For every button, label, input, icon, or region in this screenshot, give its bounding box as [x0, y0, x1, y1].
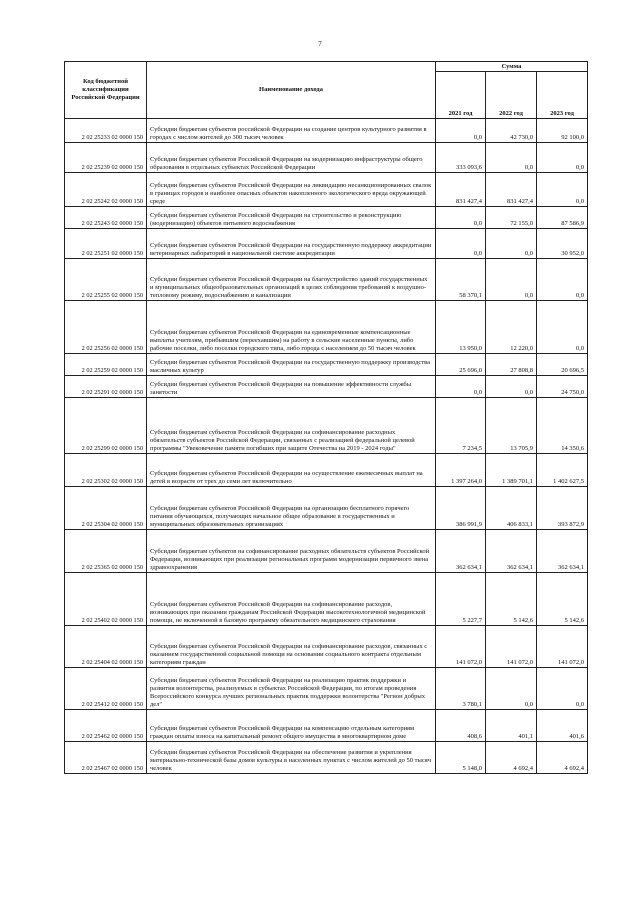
- table-row: [65, 573, 588, 626]
- amount-2022: 5 142,6: [486, 573, 537, 626]
- amount-2023: 20 696,5: [537, 354, 588, 376]
- amount-2021: 386 991,9: [436, 487, 486, 530]
- income-name: Субсидии бюджетам субъектов Российской Федерации на строительство и реконструкцию (модернизацию) объектов питьевого водоснабжения: [147, 207, 436, 229]
- budget-code: 2 02 25404 02 0000 150: [65, 626, 147, 668]
- amount-2021: 1 397 264,0: [436, 454, 486, 487]
- income-name: Субсидии бюджетам субъектов Российской Федерации на благоустройство зданий государственных и муниципальных общеобразовательных организаций в целях соблюдения требований к воздушно-тепловому режиму, водоснабжению и канализации: [147, 259, 436, 301]
- amount-2022: 42 730,0: [486, 119, 537, 143]
- income-name: Субсидии бюджетам субъектов Российской Федерации на компенсацию отдельным категориям граждан оплаты взноса на капитальный ремонт общего имущества в многоквартирном доме: [147, 710, 436, 742]
- revenue-table: [64, 61, 588, 774]
- table-row: [65, 119, 588, 143]
- income-name: Субсидии бюджетам субъектов Российской Федерации на государственную поддержку производства масличных культур: [147, 354, 436, 376]
- amount-2022: 72 155,0: [486, 207, 537, 229]
- amount-2021: 0,0: [436, 207, 486, 229]
- budget-code: 2 02 25291 02 0000 150: [65, 376, 147, 398]
- income-name: Субсидии бюджетам субъектов Российской Федерации на единовременные компенсационные выплаты учителям, прибывшим (переехавшим) на работу в сельские населенные пункты, либо рабочие поселки, либо поселки городского типа, либо города с населением до 50 тысяч человек: [147, 301, 436, 354]
- amount-2023: 0,0: [537, 301, 588, 354]
- amount-2022: 12 220,0: [486, 301, 537, 354]
- amount-2023: 5 142,6: [537, 573, 588, 626]
- amount-2022: 0,0: [486, 259, 537, 301]
- table-row: [65, 376, 588, 398]
- budget-code: 2 02 25299 02 0000 150: [65, 398, 147, 454]
- income-name: Субсидии бюджетам субъектов Российской Федерации на повышение эффективности службы занятости: [147, 376, 436, 398]
- amount-2021: 333 093,6: [436, 143, 486, 173]
- budget-code: 2 02 25304 02 0000 150: [65, 487, 147, 530]
- budget-code: 2 02 25467 02 0000 150: [65, 742, 147, 774]
- income-name: Субсидии бюджетам субъектов Российской Федерации на реализацию практик поддержки и развития волонтерства, реализуемых в субъектах Российской Федерации, по итогам проведения Всероссийского конкурса лучших региональных практик поддержки волонтерства "Регион добрых дел": [147, 668, 436, 710]
- amount-2023: 30 952,0: [537, 229, 588, 259]
- amount-2022: 27 808,8: [486, 354, 537, 376]
- budget-code: 2 02 25233 02 0000 150: [65, 119, 147, 143]
- header-sum: Сумма: [436, 62, 588, 72]
- amount-2023: 24 750,0: [537, 376, 588, 398]
- budget-code: 2 02 25242 02 0000 150: [65, 173, 147, 207]
- table-row: [65, 454, 588, 487]
- amount-2022: 362 634,1: [486, 530, 537, 573]
- page-number: 7: [318, 40, 322, 48]
- amount-2021: 141 072,0: [436, 626, 486, 668]
- table-row: [65, 354, 588, 376]
- amount-2023: 0,0: [537, 259, 588, 301]
- income-name: Субсидии бюджетам субъектов Российской Федерации на модернизацию инфраструктуры общего образования в отдельных субъектах Российской Федерации: [147, 143, 436, 173]
- amount-2023: 362 634,1: [537, 530, 588, 573]
- income-name: Субсидии бюджетам субъектов Российской Федерации на ликвидацию несанкционированных свалок в границах городов и наиболее опасных объектов накопленного экологического вреда окружающей среде: [147, 173, 436, 207]
- income-name: Субсидии бюджетам субъектов Российской Федерации на софинансирование расходных обязательств субъектов Российской Федерации, связанных с реализацией федеральной целевой программы "Увековечение памяти погибших при защите Отечества на 2019 - 2024 годы": [147, 398, 436, 454]
- amount-2021: 58 370,1: [436, 259, 486, 301]
- amount-2023: 393 872,9: [537, 487, 588, 530]
- header-code: Код бюджетной классификации Российской Федерации: [65, 62, 147, 119]
- header-name: Наименование дохода: [147, 62, 436, 119]
- header-2021: 2021 год: [436, 72, 486, 119]
- table-row: [65, 710, 588, 742]
- header-2023: 2023 год: [537, 72, 588, 119]
- budget-code: 2 02 25256 02 0000 150: [65, 301, 147, 354]
- amount-2023: 4 692,4: [537, 742, 588, 774]
- table-row: [65, 398, 588, 454]
- income-name: Субсидии бюджетам субъектов Российской Федерации на осуществление ежемесячных выплат на детей в возрасте от трех до семи лет включительно: [147, 454, 436, 487]
- amount-2023: 87 586,9: [537, 207, 588, 229]
- amount-2023: 1 402 627,5: [537, 454, 588, 487]
- amount-2021: 5 148,0: [436, 742, 486, 774]
- income-name: Субсидии бюджетам субъектов Российской Федерации на софинансирование расходов, связанных с оказанием государственной социальной помощи на основании социального контракта отдельным категориям граждан: [147, 626, 436, 668]
- amount-2022: 406 833,1: [486, 487, 537, 530]
- amount-2022: 141 072,0: [486, 626, 537, 668]
- amount-2023: 0,0: [537, 143, 588, 173]
- budget-code: 2 02 25412 02 0000 150: [65, 668, 147, 710]
- amount-2022: 13 705,9: [486, 398, 537, 454]
- table-row: [65, 229, 588, 259]
- budget-code: 2 02 25239 02 0000 150: [65, 143, 147, 173]
- amount-2022: 0,0: [486, 229, 537, 259]
- amount-2023: 14 350,6: [537, 398, 588, 454]
- budget-code: 2 02 25259 02 0000 150: [65, 354, 147, 376]
- amount-2022: 4 692,4: [486, 742, 537, 774]
- table-body: [65, 119, 588, 774]
- amount-2021: 3 780,1: [436, 668, 486, 710]
- table-row: [65, 173, 588, 207]
- amount-2021: 25 696,0: [436, 354, 486, 376]
- amount-2023: 0,0: [537, 668, 588, 710]
- header-2022: 2022 год: [486, 72, 537, 119]
- income-name: Субсидии бюджетам субъектов Российской Федерации на государственную поддержку аккредитации ветеринарных лабораторий в национальной системе аккредитации: [147, 229, 436, 259]
- amount-2021: 5 227,7: [436, 573, 486, 626]
- income-name: Субсидии бюджетам субъектов на софинансирование расходных обязательств субъектов Российской Федерации, возникающих при реализации региональных программ модернизации первичного звена здравоохранения: [147, 530, 436, 573]
- amount-2023: 141 072,0: [537, 626, 588, 668]
- amount-2021: 0,0: [436, 229, 486, 259]
- table-row: [65, 259, 588, 301]
- budget-code: 2 02 25243 02 0000 150: [65, 207, 147, 229]
- budget-code: 2 02 25251 02 0000 150: [65, 229, 147, 259]
- budget-code: 2 02 25255 02 0000 150: [65, 259, 147, 301]
- table-row: [65, 487, 588, 530]
- amount-2023: 401,6: [537, 710, 588, 742]
- table-row: [65, 626, 588, 668]
- table-row: [65, 742, 588, 774]
- amount-2021: 831 427,4: [436, 173, 486, 207]
- budget-code: 2 02 25462 02 0000 150: [65, 710, 147, 742]
- income-name: Субсидии бюджетам субъектов Российской Федерации на обеспечение развития и укрепления материально-технической базы домов культуры в населенных пунктах с числом жителей до 50 тысяч человек: [147, 742, 436, 774]
- table-row: [65, 301, 588, 354]
- amount-2021: 0,0: [436, 376, 486, 398]
- amount-2023: 0,0: [537, 173, 588, 207]
- table-row: [65, 143, 588, 173]
- table-row: [65, 207, 588, 229]
- budget-code: 2 02 25402 02 0000 150: [65, 573, 147, 626]
- table-row: [65, 530, 588, 573]
- income-name: Субсидии бюджетам субъектов Российской Федерации на организацию бесплатного горячего питания обучающихся, получающих начальное общее образование в государственных и муниципальных образовательных организациях: [147, 487, 436, 530]
- amount-2022: 0,0: [486, 376, 537, 398]
- amount-2022: 0,0: [486, 143, 537, 173]
- table-row: [65, 668, 588, 710]
- income-name: Субсидии бюджетам субъектов российской Федерации на создание центров культурного развития в городах с числом жителей до 300 тысяч человек: [147, 119, 436, 143]
- amount-2021: 362 634,1: [436, 530, 486, 573]
- amount-2022: 401,1: [486, 710, 537, 742]
- amount-2022: 831 427,4: [486, 173, 537, 207]
- budget-code: 2 02 25302 02 0000 150: [65, 454, 147, 487]
- amount-2023: 92 100,0: [537, 119, 588, 143]
- amount-2021: 408,6: [436, 710, 486, 742]
- budget-code: 2 02 25365 02 0000 150: [65, 530, 147, 573]
- amount-2022: 1 389 701,1: [486, 454, 537, 487]
- income-name: Субсидии бюджетам субъектов Российской Федерации на софинансирование расходов, возникающих при оказании гражданам Российской Федерации высокотехнологичной медицинской помощи, не включенной в базовую программу обязательного медицинского страхования: [147, 573, 436, 626]
- amount-2021: 7 234,5: [436, 398, 486, 454]
- amount-2021: 13 950,0: [436, 301, 486, 354]
- amount-2021: 0,0: [436, 119, 486, 143]
- amount-2022: 0,0: [486, 668, 537, 710]
